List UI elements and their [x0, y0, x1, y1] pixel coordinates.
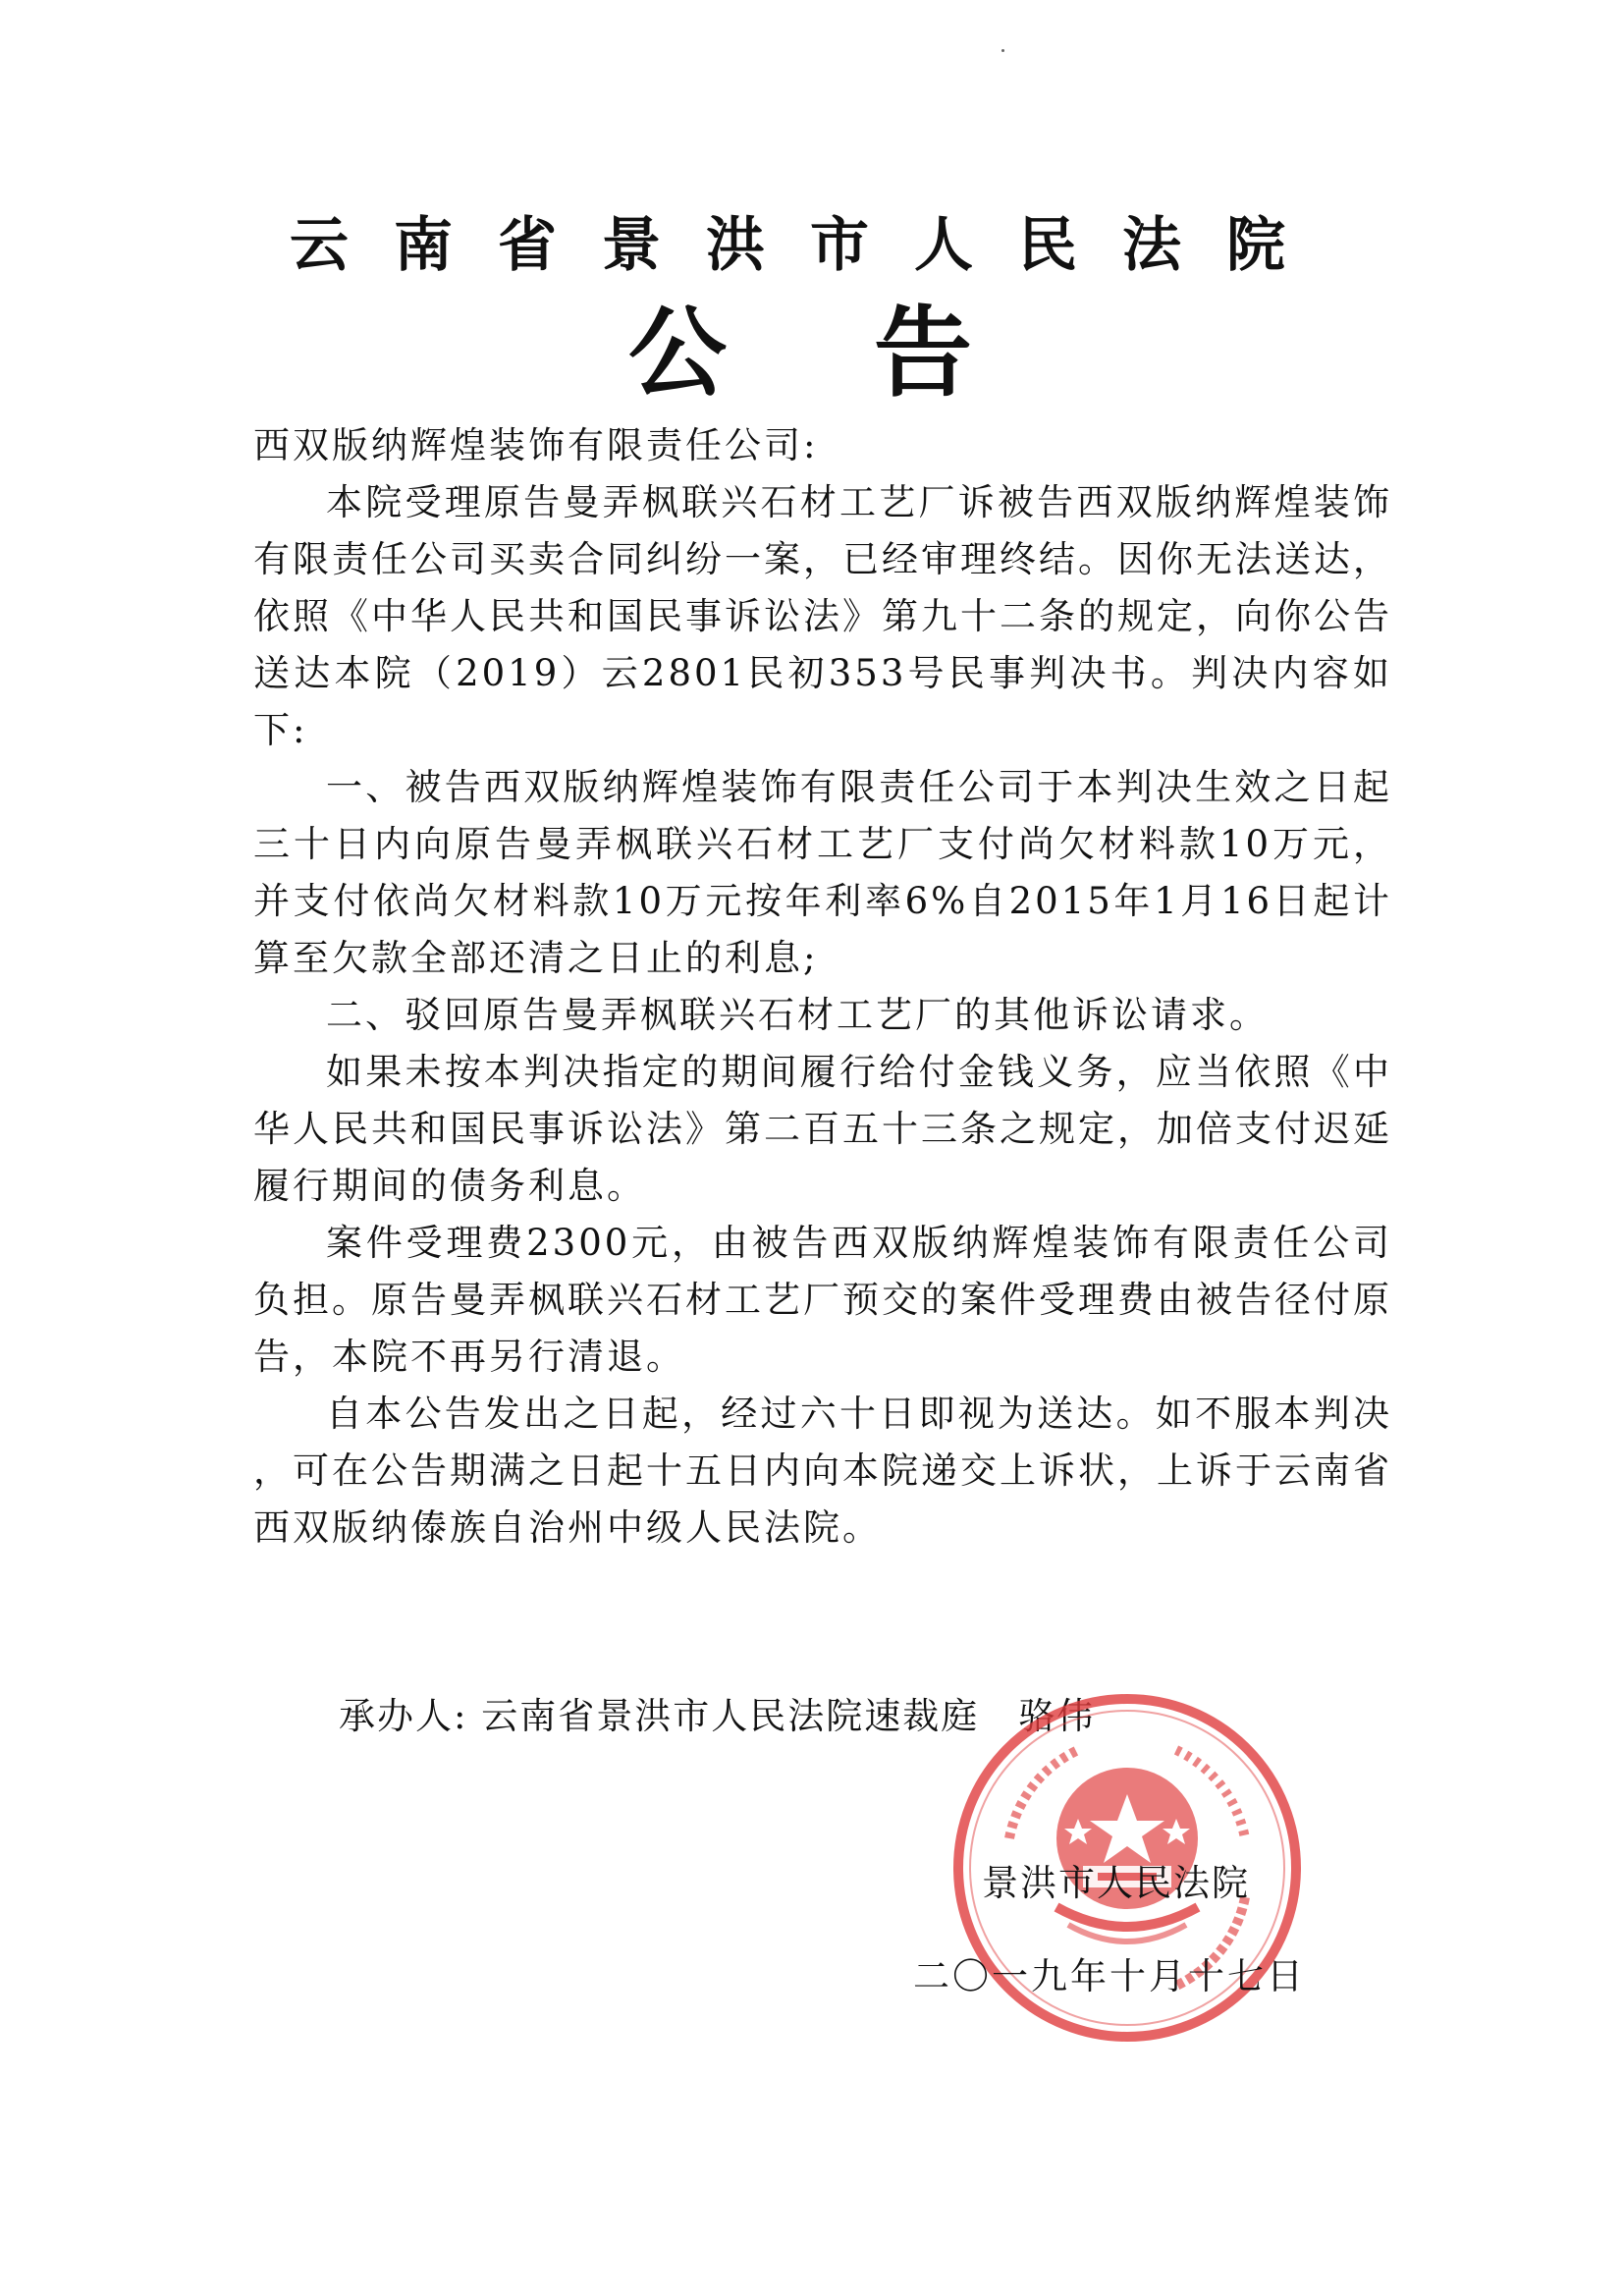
- addressee: 西双版纳辉煌装饰有限责任公司:: [253, 424, 819, 466]
- handler-label: 承办人:: [339, 1695, 468, 1737]
- handler-department: 云南省景洪市人民法院速裁庭: [481, 1695, 980, 1737]
- document-type-heading: 公告: [628, 296, 1119, 410]
- paragraph-default-interest: 如果未按本判决指定的期间履行给付金钱义务，应当依照《中华人民共和国民事诉讼法》第二百五十三条之规定，加倍支付迟延履行期间的债务利息。: [253, 1051, 1392, 1207]
- paragraph-case-fee: 案件受理费2300元，由被告西双版纳辉煌装饰有限责任公司负担。原告曼弄枫联兴石材工艺厂预交的案件受理费由被告径付原告，本院不再另行清退。: [253, 1222, 1392, 1378]
- paragraph-judgment-item-1: 一、被告西双版纳辉煌装饰有限责任公司于本判决生效之日起三十日内向原告曼弄枫联兴石材工艺厂支付尚欠材料款10万元，并支付依尚欠材料款10万元按年利率6%自2015年1月16日起计算至欠款全部还清之日止的利息;: [253, 766, 1392, 979]
- paragraph-service-appeal: 自本公告发出之日起，经过六十日即视为送达。如不服本判决 ，可在公告期满之日起十五日内向本院递交上诉状，上诉于云南省西双版纳傣族自治州中级人民法院。: [253, 1393, 1392, 1549]
- signing-date: 二〇一九年十月十七日: [913, 1955, 1306, 1997]
- scan-speck: [1001, 49, 1004, 52]
- paragraph-case-intro: 本院受理原告曼弄枫联兴石材工艺厂诉被告西双版纳辉煌装饰有限责任公司买卖合同纠纷一案，已经审理终结。因你无法送达，依照《中华人民共和国民事诉讼法》第九十二条的规定，向你公告送达本院（2019）云2801民初353号民事判决书。判决内容如下:: [253, 481, 1392, 751]
- paragraph-judgment-item-2: 二、驳回原告曼弄枫联兴石材工艺厂的其他诉讼请求。: [326, 994, 1269, 1036]
- signing-court: 景洪市人民法院: [982, 1862, 1250, 1904]
- court-name-heading: 云南省景洪市人民法院: [290, 211, 1330, 280]
- notice-body: [253, 417, 1392, 1557]
- handler-name: 骆伟: [1018, 1695, 1096, 1737]
